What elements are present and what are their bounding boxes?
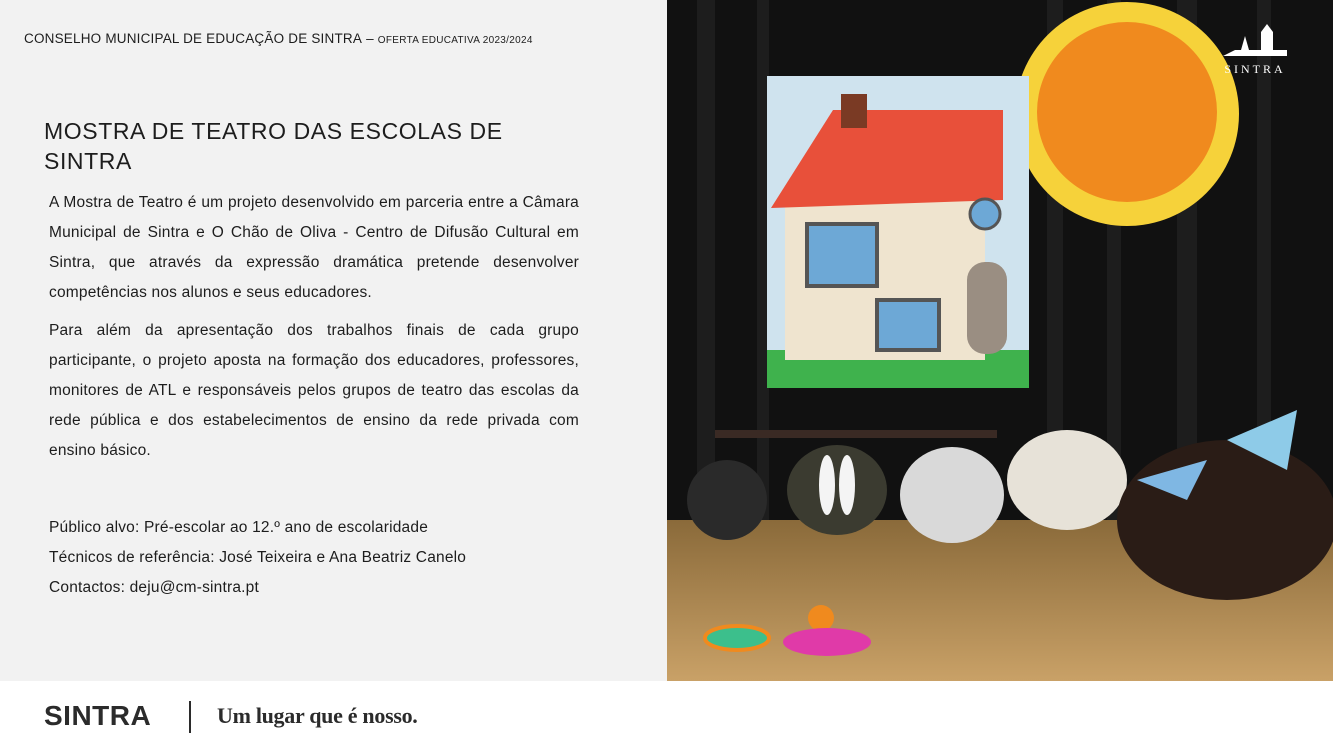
target-audience: Público alvo: Pré-escolar ao 12.º ano de escolaridade [49,519,429,536]
header-line [24,31,533,46]
footer-slogan: Um lugar que é nosso. [217,703,418,728]
theatre-photo [667,0,1333,681]
footer [0,681,1333,750]
paragraph-2: Para além da apresentação dos trabalhos finais de cada grupo participante, o projeto aposta na formação dos educadores, professores, monitores de ATL e responsáveis pelos grupos de teatro das escolas da rede pública e dos estabelecimentos de ensino da rede privada com ensino básico. [49,322,579,459]
page-title: MOSTRA DE TEATRO DAS ESCOLAS DE SINTRA [44,118,503,174]
info-block [49,513,609,603]
paragraph-1: A Mostra de Teatro é um projeto desenvolvido em parceria entre a Câmara Municipal de Sintra e O Chão de Oliva - Centro de Difusão Cultural em Sintra, que através da expressão dramática pretende desenvolver competências nos alunos e seus educadores. [49,194,579,301]
content-panel [0,0,667,681]
sintra-logo [1215,22,1295,82]
logo-word: SINTRA [1224,62,1286,76]
reference-technicians: Técnicos de referência: José Teixeira e Ana Beatriz Canelo [49,549,467,566]
theatre-scene-illustration [667,0,1333,681]
contacts: Contactos: deju@cm-sintra.pt [49,579,259,596]
palace-icon [1215,22,1295,62]
footer-brand-logo: SINTRA [44,700,152,731]
header-separator: – [366,31,374,46]
description [49,188,579,474]
header-organization: CONSELHO MUNICIPAL DE EDUCAÇÃO DE SINTRA [24,31,363,46]
header-offer: OFERTA EDUCATIVA 2023/2024 [377,35,533,46]
footer-divider [189,701,191,733]
sun-prop [1015,2,1239,226]
house-prop [767,76,1029,388]
